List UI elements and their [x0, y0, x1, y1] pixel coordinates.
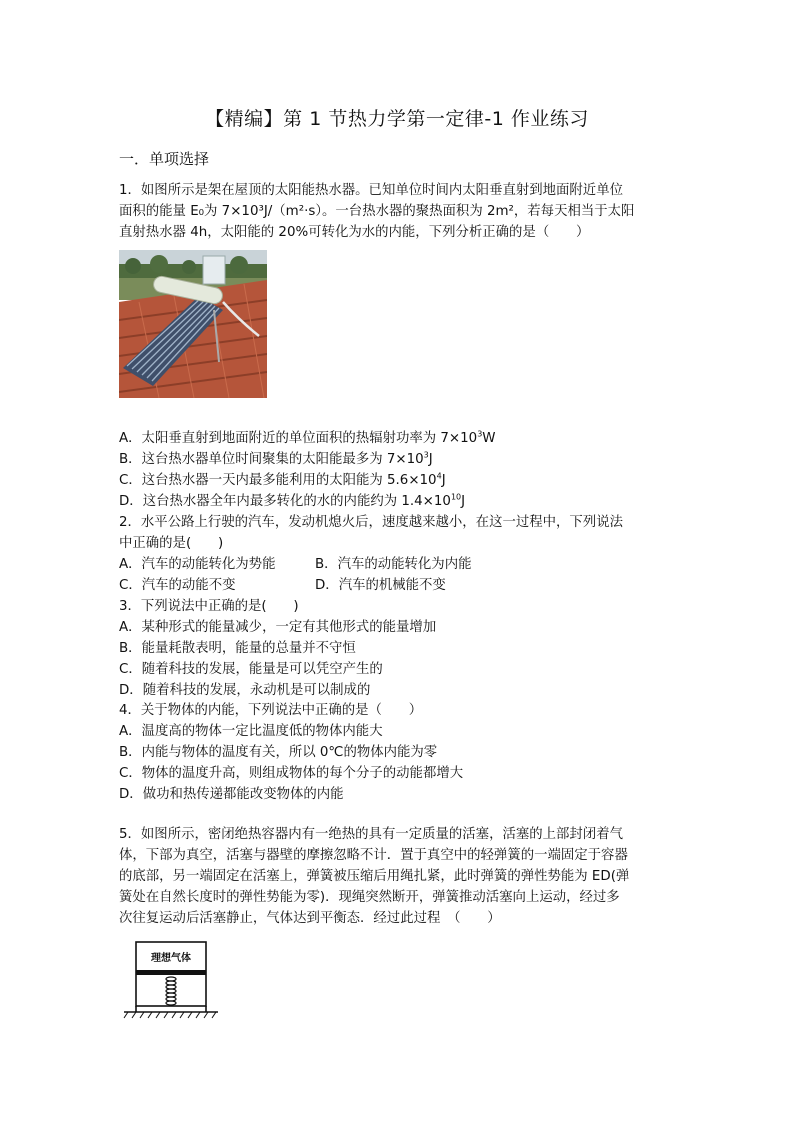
q5-line-5: 次往复运动后活塞静止，气体达到平衡态．经过此过程 （ ） — [119, 911, 501, 926]
q4-stem: 4．关于物体的内能，下列说法中正确的是（ ） — [119, 703, 423, 718]
q1-line-3: 直射热水器 4h，太阳能的 20%可转化为水的内能，下列分析正确的是（ ） — [119, 225, 590, 240]
q4-option-c[interactable]: C．物体的温度升高，则组成物体的每个分子的动能都增大 — [119, 766, 464, 781]
q5-line-3: 的底部，另一端固定在活塞上，弹簧被压缩后用绳扎紧，此时弹簧的弹性势能为 ED(弹 — [119, 869, 630, 884]
container-spring-diagram — [122, 940, 222, 1022]
question-5 — [119, 824, 677, 929]
page-title: 【精编】第 1 节热力学第一定律-1 作业练习 — [205, 108, 589, 130]
solar-heater-photo — [119, 250, 267, 398]
q1-option-c[interactable]: C．这台热水器一天内最多能利用的太阳能为 $5.6\times 10^4J$ — [119, 471, 446, 488]
q1-line-2: 面积的能量 E₀为 7×10³J/（m²·s）。一台热水器的聚热面积为 2m²，若每天相当于太阳 — [119, 204, 635, 219]
question-1 — [119, 180, 677, 243]
q1-options — [119, 428, 677, 512]
q2-option-b[interactable]: B．汽车的动能转化为内能 — [315, 557, 472, 572]
q2-line-1: 2．水平公路上行驶的汽车，发动机熄火后，速度越来越小，在这一过程中，下列说法 — [119, 515, 623, 530]
q2-option-a[interactable]: A．汽车的动能转化为势能 — [119, 557, 276, 572]
q4-option-d[interactable]: D．做功和热传递都能改变物体的内能 — [119, 787, 344, 802]
q1-option-d[interactable]: D．这台热水器全年内最多转化的水的内能约为 $1.4\times 10^{10}J$ — [119, 492, 466, 509]
q2-line-2: 中正确的是( ) — [119, 536, 224, 551]
q1-option-a[interactable]: A．太阳垂直射到地面附近的单位面积的热辐射功率为 $7\times 10^3W$ — [119, 429, 496, 446]
q5-line-1: 5．如图所示，密闭绝热容器内有一绝热的具有一定质量的活塞，活塞的上部封闭着气 — [119, 827, 623, 842]
q2-options-row-2 — [119, 575, 677, 596]
q4-option-b[interactable]: B．内能与物体的温度有关，所以 0℃的物体内能为零 — [119, 745, 438, 760]
q3-stem: 3．下列说法中正确的是( ) — [119, 599, 299, 614]
q5-line-2: 体，下部为真空，活塞与器壁的摩擦忽略不计．置于真空中的轻弹簧的一端固定于容器 — [119, 848, 628, 863]
q1-option-b[interactable]: B．这台热水器单位时间聚集的太阳能最多为 $7\times 10^3J$ — [119, 450, 433, 467]
q3-option-a[interactable]: A．某种形式的能量减少，一定有其他形式的能量增加 — [119, 620, 437, 635]
question-2 — [119, 512, 677, 596]
q1-line-1: 1．如图所示是架在屋顶的太阳能热水器。已知单位时间内太阳垂直射到地面附近单位 — [119, 183, 623, 198]
question-3 — [119, 596, 677, 701]
q3-option-d[interactable]: D．随着科技的发展，永动机是可以制成的 — [119, 683, 371, 698]
q2-options-row-1 — [119, 554, 677, 575]
q4-option-a[interactable]: A．温度高的物体一定比温度低的物体内能大 — [119, 724, 383, 739]
q2-option-c[interactable]: C．汽车的动能不变 — [119, 578, 236, 593]
question-4 — [119, 700, 677, 805]
q2-option-d[interactable]: D．汽车的机械能不变 — [315, 578, 446, 593]
q3-option-c[interactable]: C．随着科技的发展，能量是可以凭空产生的 — [119, 662, 383, 677]
q3-option-b[interactable]: B．能量耗散表明，能量的总量并不守恒 — [119, 641, 356, 656]
q5-line-4: 簧处在自然长度时的弹性势能为零)．现绳突然断开，弹簧推动活塞向上运动，经过多 — [119, 890, 620, 905]
ideal-gas-label: 理想气体 — [151, 953, 191, 964]
section-heading: 一．单项选择 — [119, 150, 210, 168]
